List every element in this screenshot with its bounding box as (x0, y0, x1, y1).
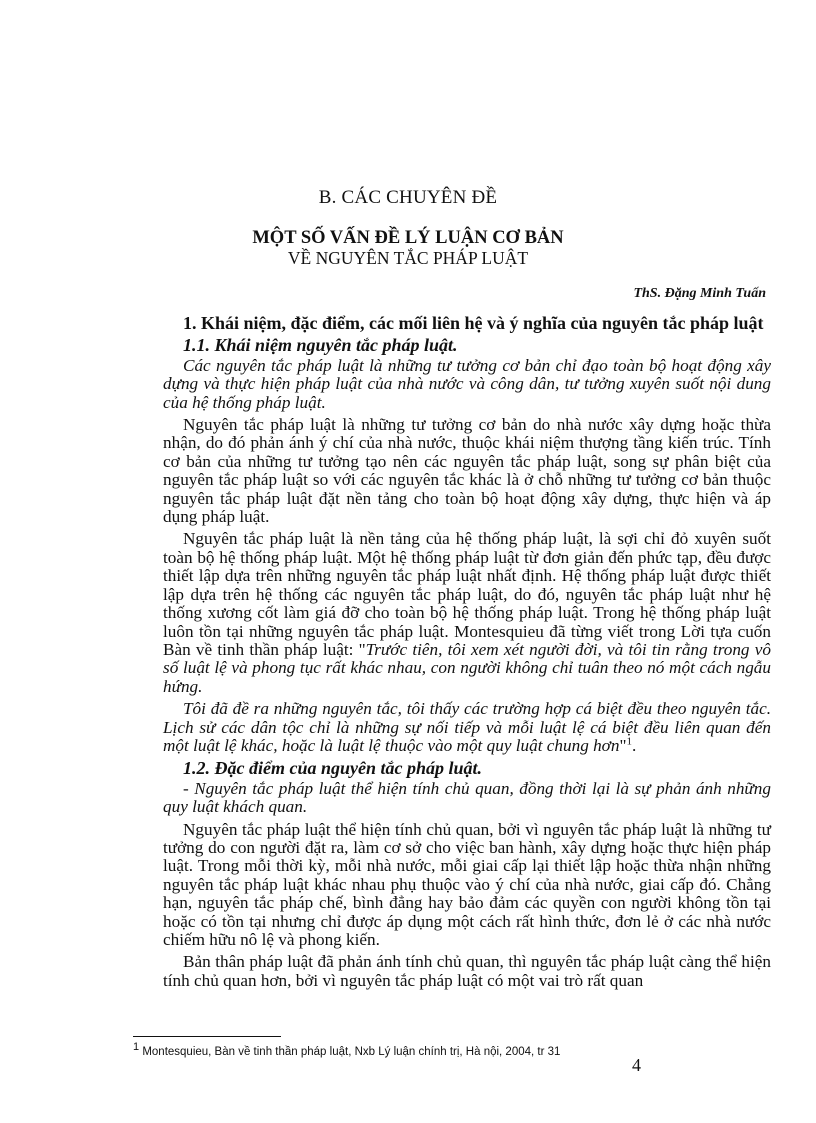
heading-1: 1. Khái niệm, đặc điểm, các mối liên hệ và ý nghĩa của nguyên tắc pháp luật (183, 313, 764, 333)
paragraph-definition: Các nguyên tắc pháp luật là những tư tưởng cơ bản chỉ đạo toàn bộ hoạt động xây dựng và thực hiện pháp luật của nhà nước và công dân, tư tưởng xuyên suốt nội dung của hệ thống pháp luật. (163, 355, 771, 412)
paragraph: Nguyên tắc pháp luật thể hiện tính chủ quan, bởi vì nguyên tắc pháp luật là những tư tưởng do con người đặt ra, làm cơ sở cho việc ban hành, xây dựng hoặc thực hiện pháp luật. Trong mỗi thời kỳ, mỗi nhà nước, mỗi giai cấp lại thiết lập hoặc thừa nhận những nguyên tắc pháp luật khác nhau phụ thuộc vào ý chí của nhà nước, giai cấp đó. Chẳng hạn, nguyên tắc pháp chế, bình đẳng hay bảo đảm các quyền con người không tồn tại hoặc có tồn tại nhưng chỉ được áp dụng một cách rất hình thức, đơn lẻ ở các nhà nước chiếm hữu nô lệ và phong kiến. (163, 819, 771, 949)
paragraph-text: Nguyên tắc pháp luật là nền tảng của hệ thống pháp luật, là sợi chỉ đỏ xuyên suốt toàn bộ hệ thống pháp luật. Một hệ thống pháp luật từ đơn giản đến phức tạp, đều được thiết lập dựa trên những nguyên tắc pháp luật nhất định. Hệ thống pháp luật được thiết lập dựa trên hệ thống các nguyên tắc pháp luật, do đó, nguyên tắc pháp luật như hệ thống xương cốt làm giá đỡ cho toàn bộ hệ thống pháp luật. Trong hệ thống pháp luật luôn tồn tại những nguyên tắc pháp luật. Montesquieu đã từng viết trong Lời tựa cuốn Bàn về tinh thần pháp luật: " (163, 529, 771, 659)
quote-close: " (619, 735, 627, 755)
period: . (631, 735, 637, 755)
article-title (0, 228, 816, 268)
title-line-2: VỀ NGUYÊN TẮC PHÁP LUẬT (287, 248, 529, 268)
paragraph: Nguyên tắc pháp luật là những tư tưởng cơ bản do nhà nước xây dựng hoặc thừa nhận, do đó phản ánh ý chí của nhà nước, thuộc khái niệm thượng tầng kiến trúc. Tính cơ bản của những tư tưởng tạo nên các nguyên tắc pháp luật, song sự phân biệt của nguyên tắc pháp luật so với các nguyên tắc khác là ở chỗ những tư tưởng cơ bản thuộc nguyên tắc pháp luật đặt nền tảng cho toàn bộ hoạt động xây dựng, thực hiện và áp dụng pháp luật. (163, 415, 771, 527)
paragraph-with-quote (163, 530, 771, 696)
quote-text: Trước tiên, tôi xem xét người đời, và tôi tin rằng trong vô số luật lệ và phong tục rất khác nhau, con người không chỉ tuân theo nó một cách ngẫu hứng. (163, 639, 771, 696)
quote-text: Tôi đã đề ra những nguyên tắc, tôi thấy các trường hợp cá biệt đều theo nguyên tắc. Lịch sử các dân tộc chỉ là những sự nối tiếp và mỗi luật lệ cá biệt đều liên quan đến một luật lệ khác, hoặc là luật lệ thuộc vào một quy luật chung hơn (163, 699, 771, 755)
section-title: B. CÁC CHUYÊN ĐỀ (318, 187, 498, 208)
title-line-1: MỘT SỐ VẤN ĐỀ LÝ LUẬN CƠ BẢN (252, 228, 564, 248)
footnote-divider (133, 1036, 281, 1037)
author-name: ThS. Đặng Minh Tuấn (633, 286, 766, 301)
article-body (163, 314, 771, 994)
page-number: 4 (632, 1055, 641, 1075)
footnote-text: Montesquieu, Bàn về tinh thần pháp luật, Nxb Lý luận chính trị, Hà nội, 2004, tr 31 (139, 1046, 561, 1058)
heading-1-2: 1.2. Đặc điểm của nguyên tắc pháp luật. (183, 758, 483, 779)
paragraph-feature: - Nguyên tắc pháp luật thể hiện tính chủ quan, đồng thời lại là sự phản ánh những quy luật khách quan. (163, 778, 771, 817)
heading-1-1: 1.1. Khái niệm nguyên tắc pháp luật. (183, 335, 458, 356)
paragraph-quote-continued (163, 700, 771, 755)
footnote-number: 1 (133, 1041, 140, 1054)
paragraph: Bản thân pháp luật đã phản ánh tính chủ quan, thì nguyên tắc pháp luật càng thể hiện tính chủ quan hơn, bởi vì nguyên tắc pháp luật có một vai trò rất quan (163, 952, 771, 990)
footnote-ref: 1 (626, 735, 632, 748)
footnote (133, 1041, 561, 1058)
